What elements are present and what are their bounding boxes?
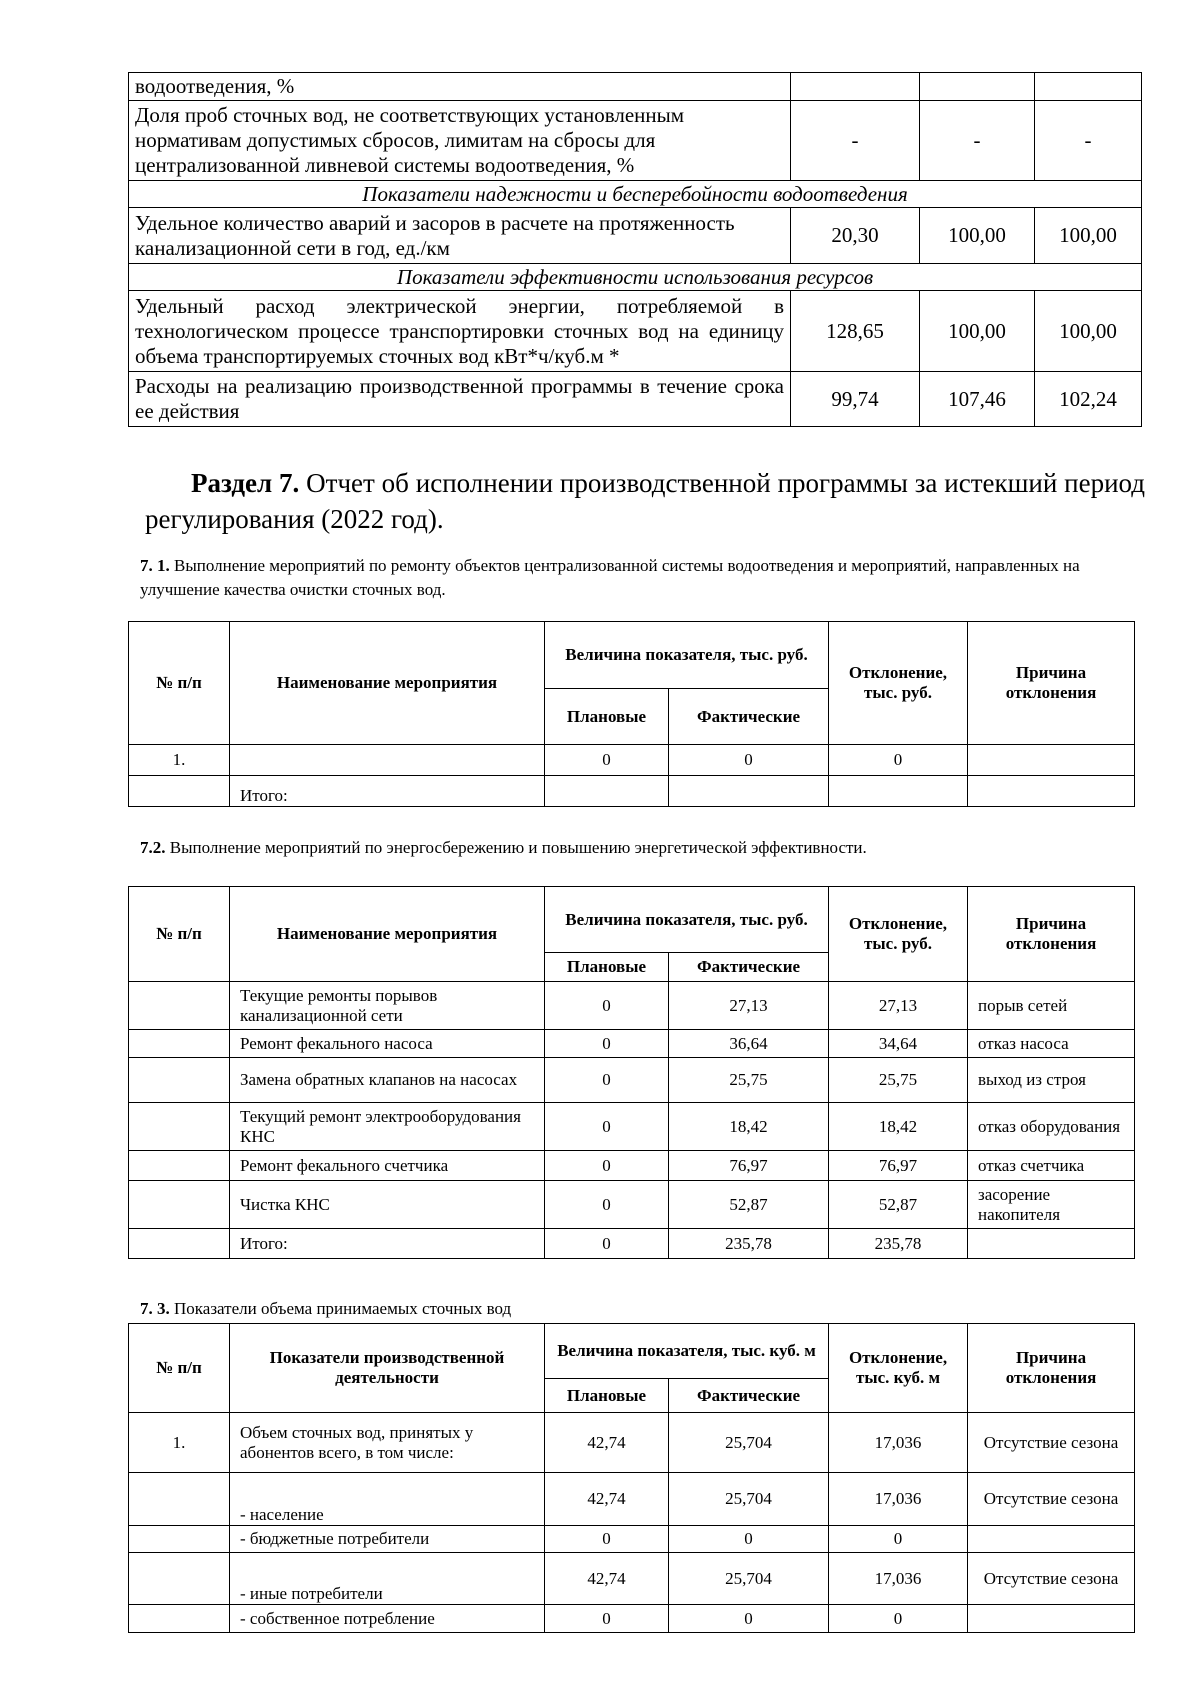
col-header-fact: Фактические [669, 689, 829, 745]
cell: 0 [669, 1526, 829, 1553]
cell: отказ насоса [968, 1030, 1135, 1058]
cell: 76,97 [669, 1151, 829, 1181]
indicator-value [920, 73, 1035, 101]
indicator-name: Удельный расход электрической энергии, потребляемой в технологическом процессе транспортировки сточных вод на единицу объема транспортируемых сточных вод кВт*ч/куб.м * [129, 291, 791, 372]
indicator-value: 100,00 [920, 291, 1035, 372]
table-row [129, 208, 1142, 264]
cell [129, 982, 230, 1030]
cell: 18,42 [669, 1103, 829, 1151]
indicator-value: 102,24 [1035, 372, 1142, 427]
cell: 0 [829, 1605, 968, 1633]
col-header-num: № п/п [129, 887, 230, 982]
table-row [129, 1413, 1135, 1473]
subheader-reliability: Показатели надежности и бесперебойности водоотведения [129, 181, 1142, 208]
caption-7-3 [140, 1297, 1140, 1321]
cell: 0 [545, 1526, 669, 1553]
cell [829, 776, 968, 807]
cell: 34,64 [829, 1030, 968, 1058]
cell: засорение накопителя [968, 1181, 1135, 1229]
col-header-value: Величина показателя, тыс. руб. [545, 622, 829, 689]
cell [968, 776, 1135, 807]
table-subheader-row [129, 181, 1142, 208]
table-row [129, 73, 1142, 101]
wastewater-volume-table [128, 1323, 1135, 1633]
col-header-reason: Причина отклонения [968, 622, 1135, 745]
indicator-value: 100,00 [1035, 208, 1142, 264]
table-row [129, 291, 1142, 372]
cell: 17,036 [829, 1553, 968, 1605]
cell: 0 [545, 1229, 669, 1259]
indicator-value: 107,46 [920, 372, 1035, 427]
table-row [129, 1181, 1135, 1229]
indicator-value: 100,00 [1035, 291, 1142, 372]
header-row [129, 1324, 1135, 1379]
cell: 25,704 [669, 1553, 829, 1605]
caption-7-2 [140, 836, 1140, 860]
caption-text: Выполнение мероприятий по энергосбережению и повышению энергетической эффективности. [169, 838, 867, 857]
cell: 0 [545, 1030, 669, 1058]
table-row [129, 745, 1135, 776]
section-title: Отчет об исполнении производственной программы за истекший период регулирования (2022 год). [145, 468, 1145, 534]
indicator-name: водоотведения, % [129, 73, 791, 101]
cell: Отсутствие сезона [968, 1413, 1135, 1473]
col-header-fact: Фактические [669, 953, 829, 982]
cell: 25,704 [669, 1473, 829, 1526]
cell: 0 [829, 1526, 968, 1553]
cell [129, 1103, 230, 1151]
col-header-num: № п/п [129, 1324, 230, 1413]
indicator-name: Расходы на реализацию производственной программы в течение срока ее действия [129, 372, 791, 427]
cell [129, 1030, 230, 1058]
cell: порыв сетей [968, 982, 1135, 1030]
col-header-name: Наименование мероприятия [230, 887, 545, 982]
cell: 235,78 [669, 1229, 829, 1259]
cell [968, 1526, 1135, 1553]
indicator-value: - [791, 101, 920, 181]
col-header-plan: Плановые [545, 689, 669, 745]
cell: 42,74 [545, 1473, 669, 1526]
cell: Итого: [230, 1229, 545, 1259]
table-row [129, 1473, 1135, 1526]
cell: 27,13 [829, 982, 968, 1030]
cell [129, 1526, 230, 1553]
table-row [129, 101, 1142, 181]
cell: 42,74 [545, 1413, 669, 1473]
cell: 0 [545, 1058, 669, 1103]
indicator-name: Доля проб сточных вод, не соответствующих установленным нормативам допустимых сбросов, лимитам на сбросы для централизованной ливневой системы водоотведения, % [129, 101, 791, 181]
cell [129, 1229, 230, 1259]
header-row [129, 622, 1135, 689]
cell: 0 [669, 1605, 829, 1633]
table-row [129, 1605, 1135, 1633]
cell: 0 [545, 1605, 669, 1633]
indicator-value: - [1035, 101, 1142, 181]
col-header-reason: Причина отклонения [968, 887, 1135, 982]
cell: - население [230, 1473, 545, 1526]
cell: - иные потребители [230, 1553, 545, 1605]
caption-text: Показатели объема принимаемых сточных вод [174, 1299, 512, 1318]
table-row [129, 1526, 1135, 1553]
col-header-value: Величина показателя, тыс. куб. м [545, 1324, 829, 1379]
cell: 0 [545, 1103, 669, 1151]
energy-saving-table [128, 886, 1135, 1259]
table-row [129, 1030, 1135, 1058]
cell: 0 [545, 1151, 669, 1181]
cell [129, 1473, 230, 1526]
table-row [129, 372, 1142, 427]
cell: 76,97 [829, 1151, 968, 1181]
cell: выход из строя [968, 1058, 1135, 1103]
cell [968, 1229, 1135, 1259]
cell [129, 776, 230, 807]
indicator-value: - [920, 101, 1035, 181]
cell: Ремонт фекального насоса [230, 1030, 545, 1058]
cell: 0 [669, 745, 829, 776]
total-row [129, 776, 1135, 807]
cell: 0 [545, 1181, 669, 1229]
cell [230, 745, 545, 776]
cell: 36,64 [669, 1030, 829, 1058]
cell: 0 [545, 745, 669, 776]
cell: 52,87 [669, 1181, 829, 1229]
section-heading [145, 465, 1145, 537]
cell [669, 776, 829, 807]
indicators-table [128, 72, 1142, 427]
col-header-num: № п/п [129, 622, 230, 745]
cell [129, 1058, 230, 1103]
cell: 25,75 [829, 1058, 968, 1103]
caption-7-1 [140, 554, 1140, 602]
cell: Текущие ремонты порывов канализационной сети [230, 982, 545, 1030]
cell: Объем сточных вод, принятых у абонентов всего, в том числе: [230, 1413, 545, 1473]
col-header-name: Показатели производственной деятельности [230, 1324, 545, 1413]
cell: 25,75 [669, 1058, 829, 1103]
cell: отказ счетчика [968, 1151, 1135, 1181]
caption-number: 7. 1. [140, 556, 170, 575]
cell: 25,704 [669, 1413, 829, 1473]
section-label: Раздел 7. [191, 468, 300, 498]
table-row [129, 1151, 1135, 1181]
col-header-deviation: Отклонение, тыс. руб. [829, 622, 968, 745]
cell: 17,036 [829, 1413, 968, 1473]
cell [129, 1605, 230, 1633]
col-header-deviation: Отклонение, тыс. куб. м [829, 1324, 968, 1413]
cell: Отсутствие сезона [968, 1553, 1135, 1605]
cell: 0 [829, 745, 968, 776]
cell: - собственное потребление [230, 1605, 545, 1633]
header-row [129, 887, 1135, 953]
cell [968, 745, 1135, 776]
cell: 52,87 [829, 1181, 968, 1229]
table-row [129, 982, 1135, 1030]
cell [545, 776, 669, 807]
indicator-name: Удельное количество аварий и засоров в расчете на протяженность канализационной сети в год, ед./км [129, 208, 791, 264]
cell [968, 1605, 1135, 1633]
indicator-value: 20,30 [791, 208, 920, 264]
col-header-name: Наименование мероприятия [230, 622, 545, 745]
col-header-value: Величина показателя, тыс. руб. [545, 887, 829, 953]
cell: 235,78 [829, 1229, 968, 1259]
cell: 0 [545, 982, 669, 1030]
cell: 27,13 [669, 982, 829, 1030]
total-row [129, 1229, 1135, 1259]
cell [129, 1553, 230, 1605]
col-header-plan: Плановые [545, 953, 669, 982]
subheader-efficiency: Показатели эффективности использования ресурсов [129, 264, 1142, 291]
indicator-value: 128,65 [791, 291, 920, 372]
cell: 1. [129, 745, 230, 776]
table-row [129, 1103, 1135, 1151]
col-header-fact: Фактические [669, 1379, 829, 1413]
cell: Замена обратных клапанов на насосах [230, 1058, 545, 1103]
indicator-value: 99,74 [791, 372, 920, 427]
indicator-value [1035, 73, 1142, 101]
cell: отказ оборудования [968, 1103, 1135, 1151]
cell: Текущий ремонт электрооборудования КНС [230, 1103, 545, 1151]
caption-number: 7.2. [140, 838, 166, 857]
table-row [129, 1553, 1135, 1605]
caption-text: Выполнение мероприятий по ремонту объектов централизованной системы водоотведения и мероприятий, направленных на улучшение качества очистки сточных вод. [140, 556, 1080, 599]
table-row [129, 1058, 1135, 1103]
cell: 17,036 [829, 1473, 968, 1526]
table-subheader-row [129, 264, 1142, 291]
cell: 18,42 [829, 1103, 968, 1151]
indicator-value: 100,00 [920, 208, 1035, 264]
repairs-table [128, 621, 1135, 807]
cell: 1. [129, 1413, 230, 1473]
col-header-plan: Плановые [545, 1379, 669, 1413]
col-header-reason: Причина отклонения [968, 1324, 1135, 1413]
cell: Отсутствие сезона [968, 1473, 1135, 1526]
cell: Итого: [230, 776, 545, 807]
cell [129, 1181, 230, 1229]
caption-number: 7. 3. [140, 1299, 170, 1318]
cell: - бюджетные потребители [230, 1526, 545, 1553]
col-header-deviation: Отклонение, тыс. руб. [829, 887, 968, 982]
cell: Ремонт фекального счетчика [230, 1151, 545, 1181]
indicator-value [791, 73, 920, 101]
cell: Чистка КНС [230, 1181, 545, 1229]
cell [129, 1151, 230, 1181]
cell: 42,74 [545, 1553, 669, 1605]
